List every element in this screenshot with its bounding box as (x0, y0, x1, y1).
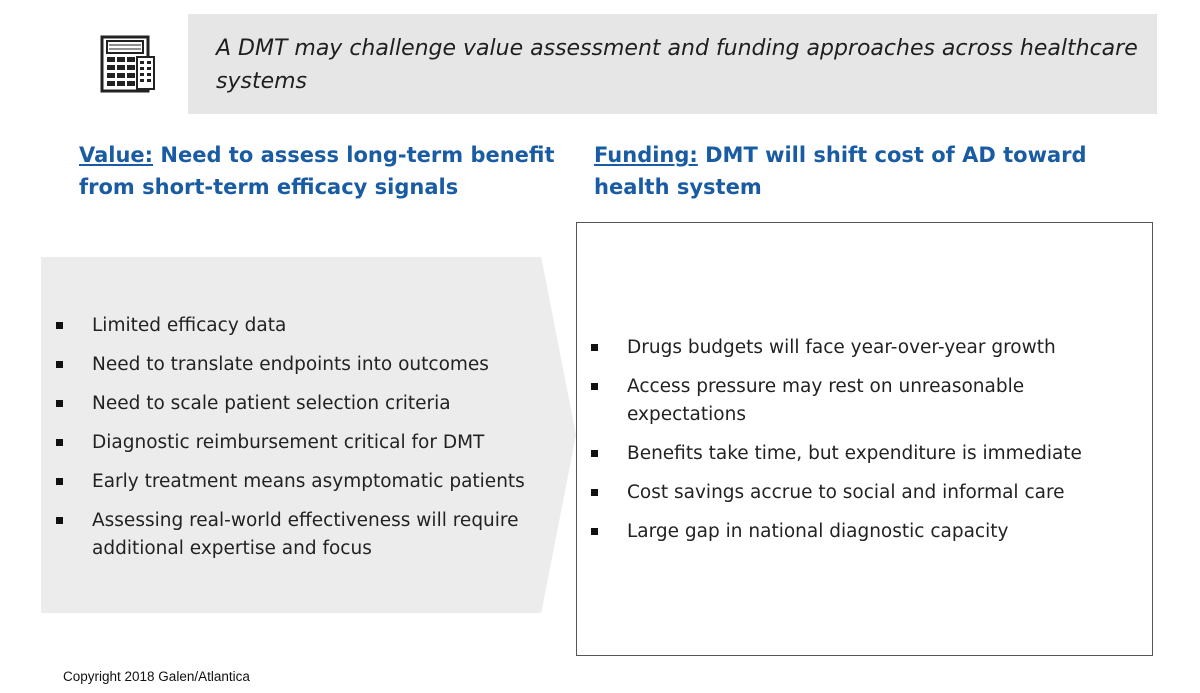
list-item-text: Large gap in national diagnostic capacity (627, 521, 1009, 542)
list-item (591, 440, 1131, 468)
banner-text: A DMT may challenge value assessment and funding approaches across healthcare systems (216, 36, 1138, 94)
list-item (591, 373, 1131, 429)
funding-heading-rest: DMT will shift cost of AD toward health system (594, 143, 1087, 199)
bullet-square-icon (591, 450, 598, 457)
list-item (591, 334, 1131, 362)
bullet-square-icon (56, 361, 63, 368)
bullet-square-icon (56, 322, 63, 329)
funding-heading (594, 139, 1094, 203)
list-item-text: Limited efficacy data (92, 315, 287, 336)
funding-bullet-list (591, 334, 1131, 557)
list-item (56, 312, 566, 340)
bullet-square-icon (591, 344, 598, 351)
copyright-text: Copyright 2018 Galen/Atlantica (63, 669, 250, 684)
list-item (591, 479, 1131, 507)
list-item-text: Cost savings accrue to social and informal care (627, 482, 1065, 503)
funding-heading-key: Funding: (594, 143, 698, 167)
value-heading-key: Value: (79, 143, 154, 167)
list-item (56, 507, 566, 563)
list-item (56, 429, 566, 457)
list-item-text: Diagnostic reimbursement critical for DMT (92, 432, 485, 453)
list-item-text: Need to translate endpoints into outcomes (92, 354, 489, 375)
bullet-square-icon (591, 383, 598, 390)
value-heading-rest: Need to assess long-term benefit from short-term efficacy signals (79, 143, 555, 199)
list-item-text: Assessing real-world effectiveness will require additional expertise and focus (92, 510, 519, 559)
list-item-text: Early treatment means asymptomatic patients (92, 471, 525, 492)
list-item-text: Benefits take time, but expenditure is immediate (627, 443, 1082, 464)
bullet-square-icon (591, 528, 598, 535)
bullet-square-icon (56, 517, 63, 524)
list-item (56, 468, 566, 496)
list-item (56, 351, 566, 379)
list-item (56, 390, 566, 418)
calculator-icon (99, 35, 157, 93)
bullet-square-icon (56, 478, 63, 485)
value-bullet-list (56, 312, 566, 574)
list-item-text: Drugs budgets will face year-over-year growth (627, 337, 1056, 358)
value-heading (79, 139, 559, 203)
list-item-text: Access pressure may rest on unreasonable expectations (627, 376, 1025, 425)
list-item (591, 518, 1131, 546)
bullet-square-icon (591, 489, 598, 496)
list-item-text: Need to scale patient selection criteria (92, 393, 451, 414)
bullet-square-icon (56, 400, 63, 407)
bullet-square-icon (56, 439, 63, 446)
